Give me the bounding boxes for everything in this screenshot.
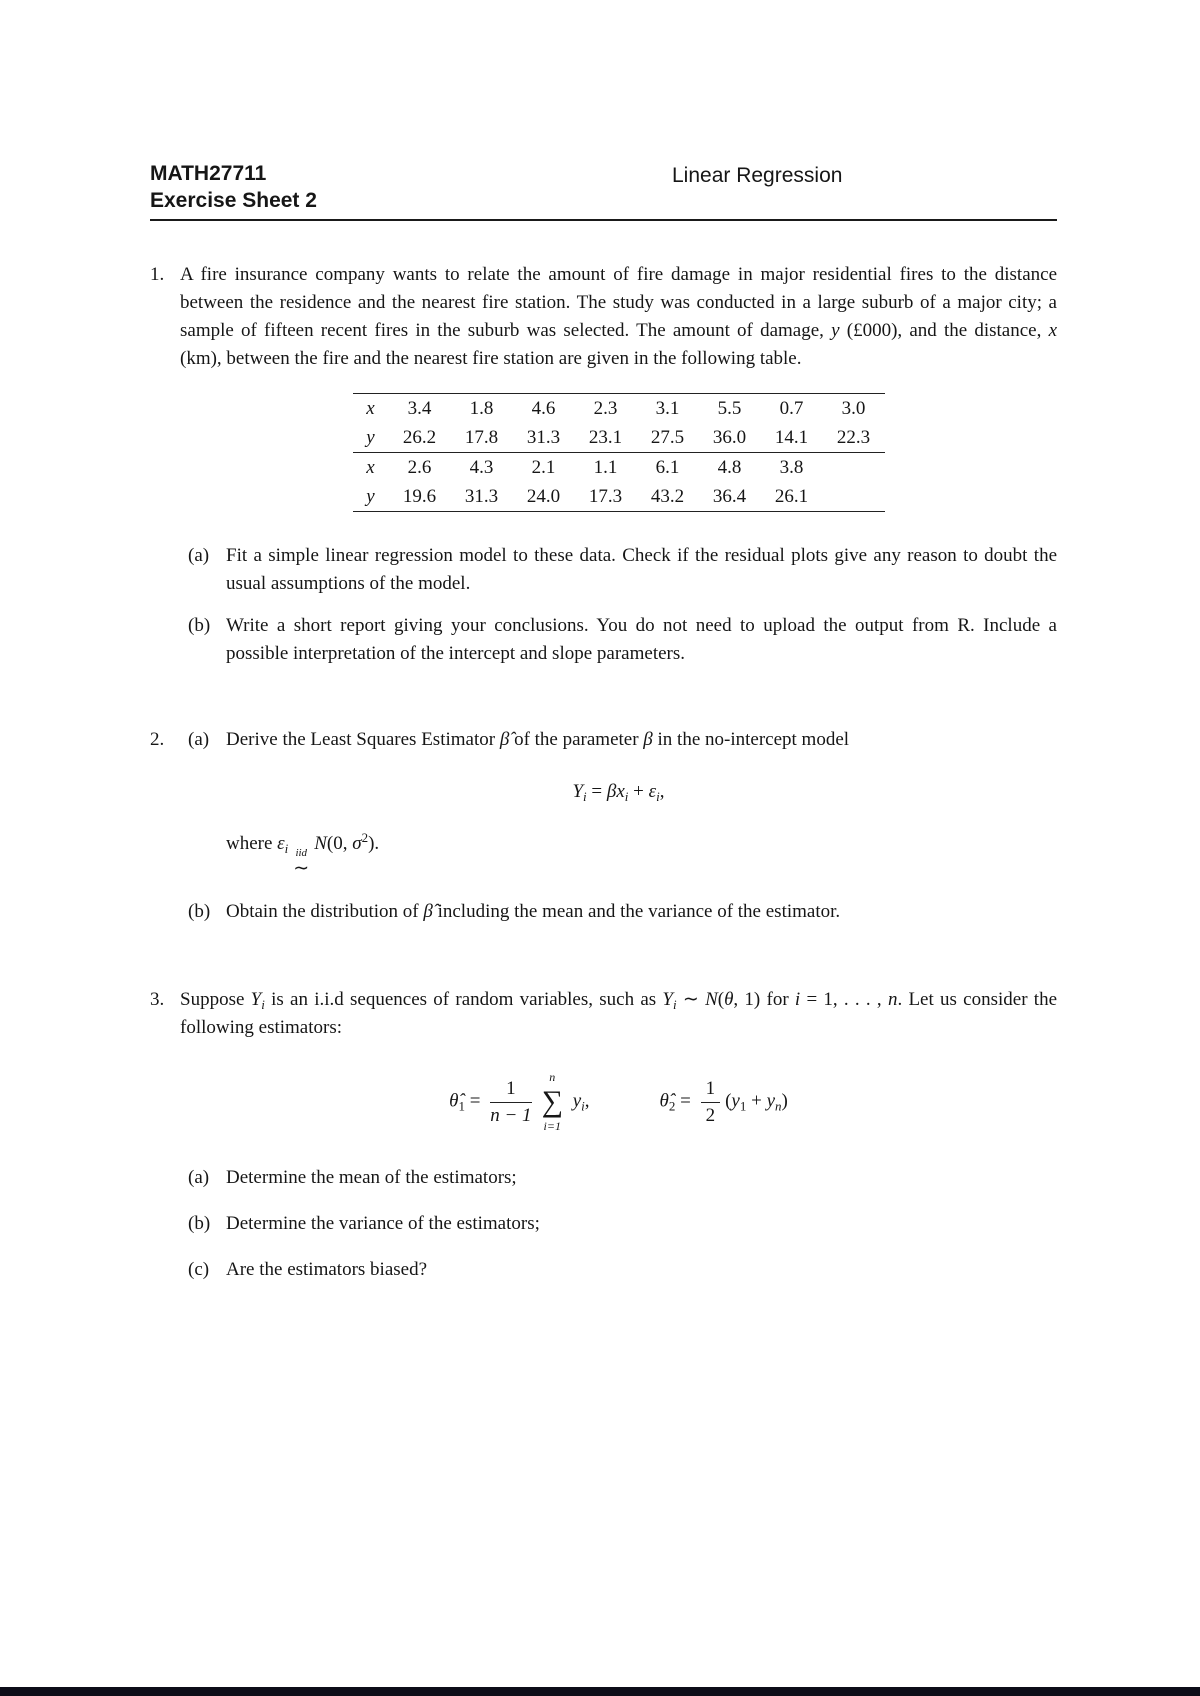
topic-title: Linear Regression bbox=[672, 164, 843, 187]
part-text: Obtain the distribution of β̂ including the mean and the variance of the estimator. bbox=[226, 901, 841, 922]
question-3-intro: Suppose $Y_i$ is an i.i.d sequences of random variables, such as $Y_i$ ∼ N(θ, 1) for i = 1, . . . , n. Let us consider the following estimators: bbox=[180, 989, 1058, 1038]
q3-estimators-formula: $\thetâ_1$ = $\frac{1}{n - 1}$ n ∑ i=1 $y_i$, $\thetâ_2$ = $\frac{1}{2}$ $(y_1 + y_n)$ bbox=[449, 1070, 788, 1133]
part-text: Determine the variance of the estimators; bbox=[226, 1213, 540, 1234]
question-1-part-b bbox=[180, 612, 1057, 668]
part-text: Write a short report giving your conclusions. You do not need to upload the output from R. Include a possible interpretation of the intercept and slope parameters. bbox=[226, 615, 1057, 664]
sheet-title: Exercise Sheet 2 bbox=[150, 189, 317, 212]
question-3-number: 3. bbox=[150, 989, 165, 1010]
part-label: (b) bbox=[188, 615, 211, 636]
question-1-part-a bbox=[180, 542, 1057, 598]
part-label: (a) bbox=[188, 729, 210, 750]
part-text: Are the estimators biased? bbox=[226, 1259, 428, 1280]
question-2-number: 2. bbox=[150, 729, 165, 750]
question-1-intro: A fire insurance company wants to relate the amount of fire damage in major residential fires to the distance between the residence and the nearest fire station. The study was conducted in a large suburb of a major city; a sample of fifteen recent fires in the suburb was selected. The amount of damage, y (£000), and the distance, x (km), between the fire and the nearest fire station are given in the following table. bbox=[180, 264, 1057, 369]
question-3-part-b bbox=[180, 1210, 1057, 1238]
data-table bbox=[353, 393, 885, 512]
table-row: y 19.6 31.3 24.0 17.3 43.2 36.4 26.1 bbox=[353, 482, 885, 512]
document-header bbox=[150, 160, 1057, 214]
question-2-part-a bbox=[180, 726, 1057, 754]
part-label: (c) bbox=[188, 1259, 210, 1280]
table-row: x 2.6 4.3 2.1 1.1 6.1 4.8 3.8 bbox=[366, 457, 804, 478]
part-label: (a) bbox=[188, 1167, 210, 1188]
bottom-bar bbox=[0, 1687, 1200, 1696]
table-row: y 26.2 17.8 31.3 23.1 27.5 36.0 14.1 22.3 bbox=[353, 423, 885, 453]
course-code: MATH27711 bbox=[150, 162, 267, 185]
part-text: Derive the Least Squares Estimator β̂ of the parameter β in the no-intercept model bbox=[226, 729, 850, 750]
question-1-number: 1. bbox=[150, 264, 165, 285]
question-3-part-c bbox=[180, 1256, 1057, 1284]
part-label: (b) bbox=[188, 901, 211, 922]
part-label: (a) bbox=[188, 545, 210, 566]
question-2-part-b bbox=[180, 898, 1057, 926]
q2-model-formula: $Y_i = \beta x_i + \varepsilon_i$, bbox=[572, 781, 665, 804]
part-text: Determine the mean of the estimators; bbox=[226, 1167, 517, 1188]
q2-where-line: where $\varepsilon_i$ iid ∼ N(0, $\sigma^2$). bbox=[226, 830, 380, 879]
table-row: x 3.4 1.8 4.6 2.3 3.1 5.5 0.7 3.0 bbox=[353, 394, 885, 424]
header-rule bbox=[150, 219, 1057, 221]
part-text: Fit a simple linear regression model to these data. Check if the residual plots give any reason to doubt the usual assumptions of the model. bbox=[226, 545, 1057, 594]
part-label: (b) bbox=[188, 1213, 211, 1234]
question-1 bbox=[150, 261, 1057, 668]
question-2 bbox=[150, 726, 1057, 926]
question-3 bbox=[150, 986, 1057, 1284]
question-3-part-a bbox=[180, 1164, 1057, 1192]
